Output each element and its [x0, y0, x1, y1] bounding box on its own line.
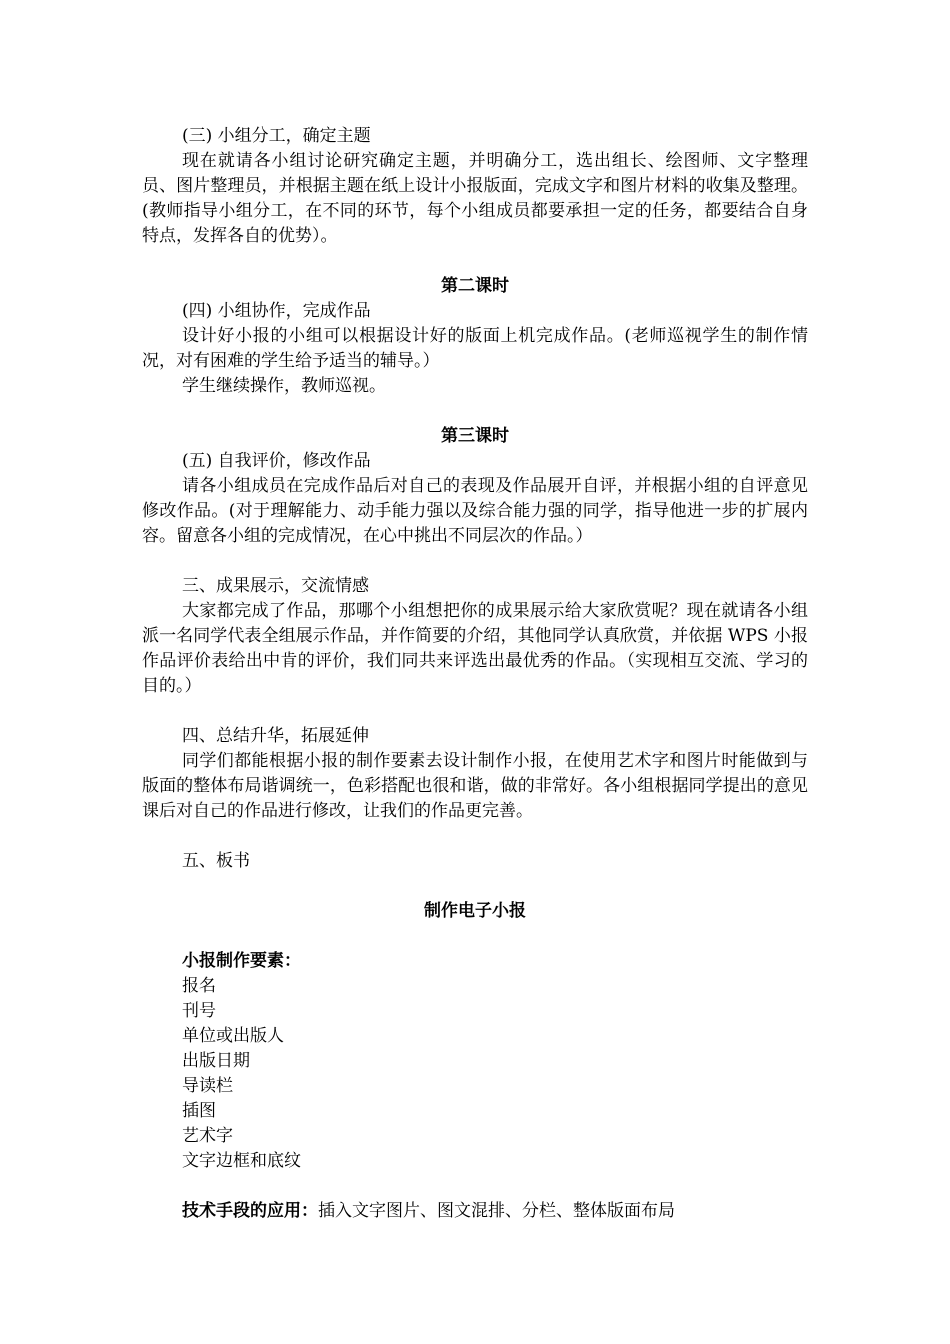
- paragraph: 大家都完成了作品，那哪个小组想把你的成果展示给大家欣赏呢？现在就请各小组派一名同学代表全组展示作品，并作简要的介绍，其他同学认真欣赏，并依据 WPS 小报作品评价表给出中肯的评价，我们同共来评选出最优秀的作品。（实现相互交流、学习的目的。）: [142, 601, 808, 696]
- element-item: 文字边框和底纹: [182, 1151, 301, 1171]
- element-item: 刊号: [182, 1001, 216, 1021]
- paragraph: 设计好小报的小组可以根据设计好的版面上机完成作品。(老师巡视学生的制作情况，对有困难的学生给予适当的辅导。）: [142, 326, 808, 371]
- element-item: 插图: [182, 1101, 216, 1121]
- paragraph: 学生继续操作，教师巡视。: [182, 376, 386, 396]
- element-item: 单位或出版人: [182, 1026, 284, 1046]
- part-title: 五、板书: [182, 851, 250, 871]
- document-content: [142, 124, 808, 1224]
- part-title: 三、成果展示，交流情感: [182, 576, 369, 596]
- part-title: 四、总结升华，拓展延伸: [182, 726, 369, 746]
- section-title: (三) 小组分工，确定主题: [182, 126, 371, 146]
- tech-text: 插入文字图片、图文混排、分栏、整体版面布局: [318, 1201, 675, 1221]
- tech-label: 技术手段的应用：: [182, 1201, 318, 1221]
- element-item: 出版日期: [182, 1051, 250, 1071]
- elements-label: 小报制作要素：: [182, 951, 301, 971]
- section-title: (四) 小组协作，完成作品: [182, 301, 371, 321]
- element-item: 报名: [182, 976, 216, 996]
- section-title: (五) 自我评价，修改作品: [182, 451, 371, 471]
- element-item: 导读栏: [182, 1076, 233, 1096]
- paragraph: 现在就请各小组讨论研究确定主题，并明确分工，选出组长、绘图师、文字整理员、图片整理员，并根据主题在纸上设计小报版面，完成文字和图片材料的收集及整理。(教师指导小组分工，在不同的环节，每个小组成员都要承担一定的任务，都要结合自身特点，发挥各自的优势）。: [142, 151, 808, 246]
- board-heading: 制作电子小报: [424, 901, 526, 921]
- lesson-heading: 第二课时: [441, 276, 509, 296]
- elements-list: [142, 974, 808, 1174]
- paragraph: 同学们都能根据小报的制作要素去设计制作小报，在使用艺术字和图片时能做到与版面的整体布局谐调统一，色彩搭配也很和谐，做的非常好。各小组根据同学提出的意见课后对自己的作品进行修改，让我们的作品更完善。: [142, 751, 808, 821]
- lesson-heading: 第三课时: [441, 426, 509, 446]
- element-item: 艺术字: [182, 1126, 233, 1146]
- tech-line: [142, 1199, 808, 1224]
- paragraph: 请各小组成员在完成作品后对自己的表现及作品展开自评，并根据小组的自评意见修改作品。(对于理解能力、动手能力强以及综合能力强的同学，指导他进一步的扩展内容。留意各小组的完成情况，在心中挑出不同层次的作品。）: [142, 476, 808, 546]
